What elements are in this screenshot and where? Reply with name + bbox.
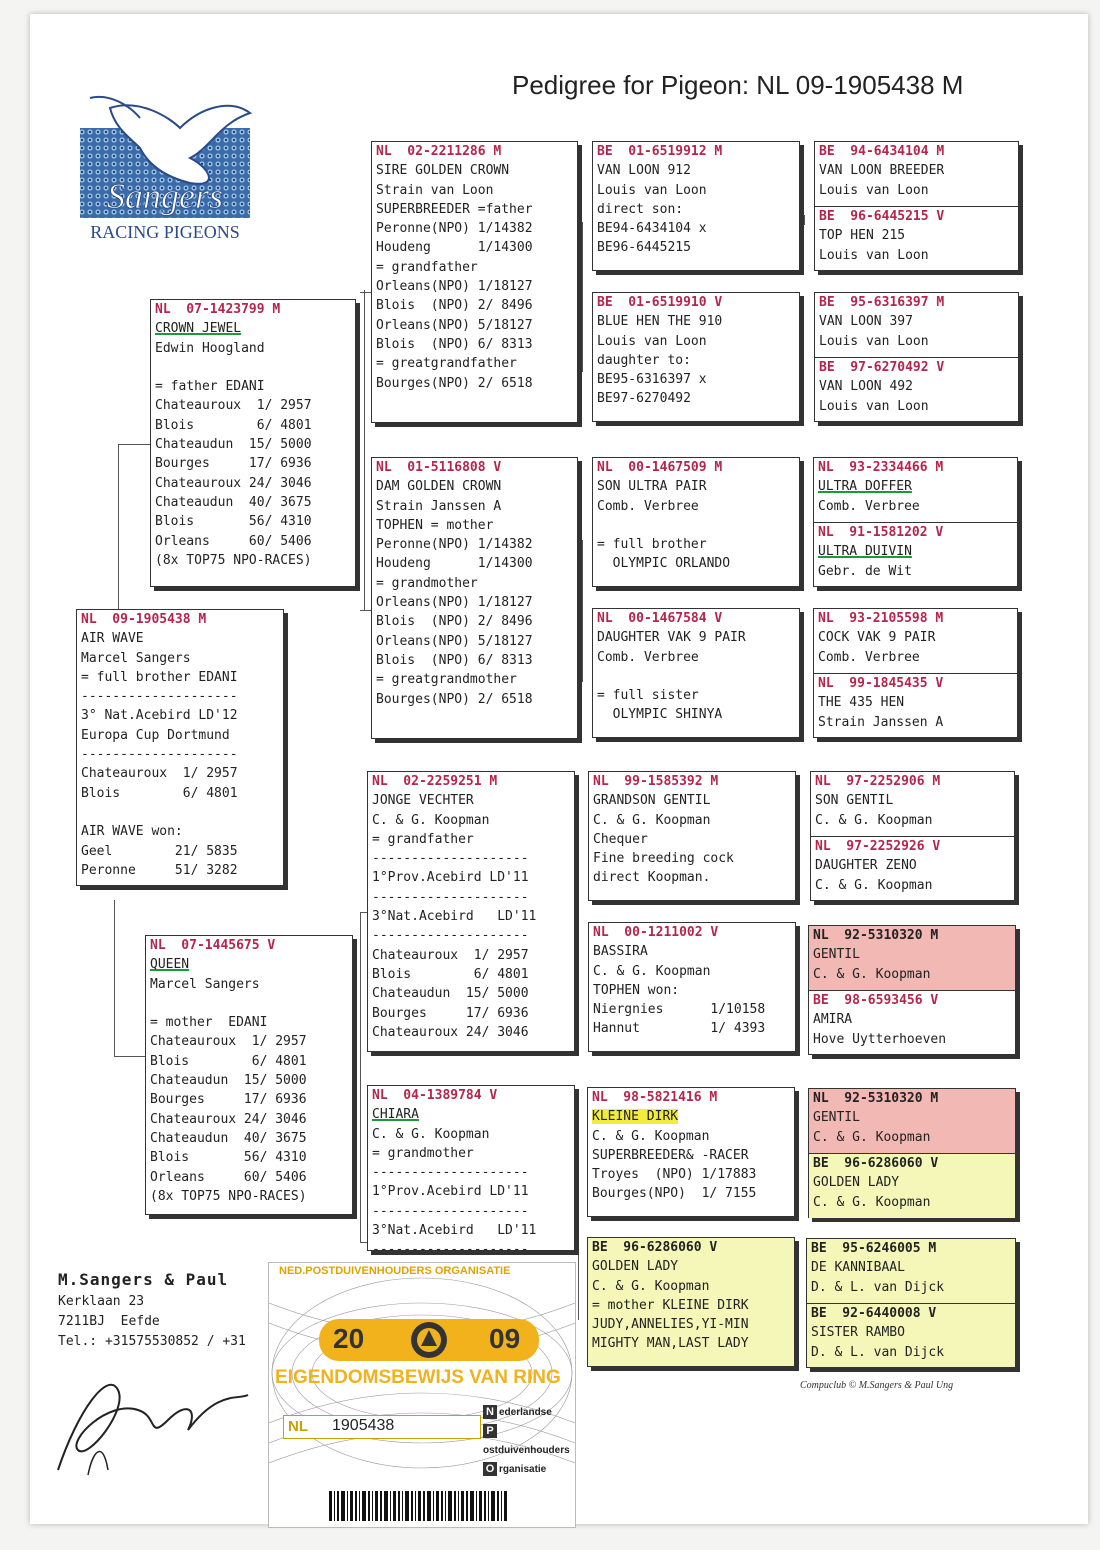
pigeon-name: SON GENTIL: [815, 793, 894, 809]
pigeon-info-line: --------------------: [81, 689, 238, 705]
connector: [578, 1170, 579, 1320]
pigeon-name: [814, 542, 1017, 561]
pigeon-info-line: Orleans 60/ 5406: [150, 1169, 307, 1185]
pigeon-info-line: = full sister: [597, 688, 699, 704]
pigeon-info-line: D. & L. van Dijck: [811, 1344, 945, 1360]
pigeon-box-ssd: [592, 292, 800, 422]
pigeon-info-line: --------------------: [372, 1165, 529, 1181]
pigeon-name: GRANDSON GENTIL: [593, 793, 711, 809]
pigeon-info-line: Marcel Sangers: [81, 650, 191, 666]
highlighted-name: KLEINE DIRK: [592, 1109, 679, 1125]
pigeon-box-gg7: [808, 1088, 1016, 1218]
pigeon-info-line: C. & G. Koopman: [813, 1194, 931, 1210]
pigeon-entry: [151, 300, 355, 570]
pigeon-info-line: Blois 6/ 4801: [150, 1053, 307, 1069]
pigeon-name: VAN LOON BREEDER: [819, 163, 945, 179]
pigeon-entry: [814, 609, 1017, 673]
pigeon-info-line: MIGHTY MAN,LAST LADY: [592, 1336, 749, 1352]
pigeon-entry: [589, 772, 795, 888]
sangers-logo: [58, 50, 272, 254]
ring-number: NL 97-2252906 M: [815, 774, 941, 789]
pigeon-info-line: = full brother: [597, 537, 707, 553]
pigeon-info-line: Chateaudun 40/ 3675: [155, 494, 312, 510]
pigeon-info-line: AIR WAVE won:: [81, 824, 183, 840]
ring-number: NL 00-1467584 V: [597, 611, 723, 626]
pigeon-name: SIRE GOLDEN CROWN: [376, 163, 510, 179]
pigeon-info-line: Comb. Verbree: [597, 649, 699, 665]
pigeon-info-line: JUDY,ANNELIES,YI-MIN: [592, 1317, 749, 1333]
ring-number: NL 02-2211286 M: [376, 144, 502, 159]
pigeon-info-line: Chateaudun 15/ 5000: [372, 986, 529, 1002]
ring-number: NL 99-1845435 V: [818, 676, 944, 691]
pigeon-entry: [811, 772, 1014, 836]
pigeon-info-line: Edwin Hoogland: [155, 340, 265, 356]
pigeon-name: TOP HEN 215: [819, 228, 906, 244]
ring-number: BE 97-6270492 V: [819, 360, 945, 375]
pigeon-box-dss: [588, 771, 796, 901]
pigeon-info-line: Bourges(NPO) 2/ 6518: [376, 691, 533, 707]
ring-card-year: [319, 1319, 539, 1361]
pigeon-info-line: Louis van Loon: [597, 333, 707, 349]
pigeon-box-ddd: [587, 1237, 795, 1367]
pigeon-name: [368, 1105, 574, 1124]
pigeon-entry: [368, 1086, 574, 1260]
pigeon-info-line: TOPHEN = mother: [376, 517, 494, 533]
pigeon-box-gg4: [813, 608, 1018, 738]
pigeon-info-line: Blois 56/ 4310: [155, 514, 312, 530]
pigeon-info-line: Comb. Verbree: [818, 649, 920, 665]
pigeon-info-line: OLYMPIC ORLANDO: [597, 556, 731, 572]
pigeon-name: JONGE VECHTER: [372, 793, 474, 809]
pigeon-info-line: --------------------: [372, 851, 529, 867]
pigeon-box-dam-sire: [367, 771, 575, 1052]
pigeon-entry: [814, 673, 1017, 738]
pigeon-box-gg3: [813, 457, 1018, 587]
pigeon-name: GENTIL: [813, 1110, 860, 1126]
pigeon-box-sire-dam: [371, 457, 578, 739]
pigeon-entry: [809, 990, 1015, 1055]
svg-text:Sangers: Sangers: [107, 176, 223, 216]
ring-number: NL 92-5310320 M: [813, 928, 939, 943]
pigeon-info-line: Peronne 51/ 3282: [81, 862, 238, 878]
breeder-city: 7211BJ Eefde: [58, 1314, 160, 1329]
pigeon-box-sds: [592, 457, 800, 587]
pigeon-name: GOLDEN LADY: [592, 1259, 679, 1275]
ring-year-left: 20: [333, 1323, 365, 1354]
pigeon-entry: [588, 1238, 794, 1354]
pigeon-entry: [815, 206, 1018, 271]
pigeon-info-line: (8x TOP75 NPO-RACES): [155, 552, 312, 568]
pigeon-info-line: Blois 6/ 4801: [81, 785, 238, 801]
pigeon-info-line: Europa Cup Dortmund: [81, 727, 230, 743]
breeder-phone: Tel.: +31575530852 / +31: [58, 1334, 246, 1349]
pigeon-name: DAM GOLDEN CROWN: [376, 479, 502, 495]
pigeon-info-line: Blois 6/ 4801: [155, 417, 312, 433]
pigeon-info-line: Louis van Loon: [819, 398, 929, 414]
highlighted-name: CROWN JEWEL: [155, 321, 242, 337]
pigeon-info-line: 3°Nat.Acebird LD'11: [372, 909, 537, 925]
pigeon-info-line: Chateauroux 24/ 3046: [372, 1024, 529, 1040]
pigeon-info-line: Blois (NPO) 6/ 8313: [376, 336, 533, 352]
pigeon-info-line: Peronne(NPO) 1/14382: [376, 537, 533, 553]
pigeon-name: [814, 477, 1017, 496]
org-word-1: ederlandse: [499, 1407, 552, 1418]
pigeon-info-line: SUPERBREEDER& -RACER: [592, 1147, 749, 1163]
highlighted-name: ULTRA DUIVIN: [818, 544, 912, 560]
pigeon-info-line: BE94-6434104 x: [597, 221, 707, 237]
pigeon-name: AIR WAVE: [81, 631, 144, 647]
pigeon-info-line: C. & G. Koopman: [372, 812, 490, 828]
ring-number: BE 95-6246005 M: [811, 1241, 937, 1256]
pigeon-info-line: --------------------: [372, 889, 529, 905]
pigeon-entry: [814, 458, 1017, 522]
pigeon-entry: [593, 293, 799, 409]
pigeon-entry: [807, 1239, 1015, 1303]
connector: [578, 858, 579, 1006]
ring-number: BE 01-6519910 V: [597, 295, 723, 310]
ring-number: NL 00-1211002 V: [593, 925, 719, 940]
pigeon-info-line: Houdeng 1/14300: [376, 556, 533, 572]
pigeon-name: [151, 319, 355, 338]
pigeon-info-line: Marcel Sangers: [150, 976, 260, 992]
pigeon-info-line: Comb. Verbree: [597, 498, 699, 514]
pigeon-entry: [815, 357, 1018, 422]
ring-number: NL 09-1905438 M: [81, 612, 207, 627]
pigeon-info-line: = grandfather: [376, 259, 478, 275]
pigeon-info-line: Orleans 60/ 5406: [155, 533, 312, 549]
connector: [804, 215, 805, 225]
footer-copyright: Compuclub © M.Sangers & Paul Ung: [800, 1380, 954, 1391]
pigeon-info-line: C. & G. Koopman: [592, 1128, 710, 1144]
ring-number: NL 07-1445675 V: [150, 938, 276, 953]
ring-number: NL 91-1581202 V: [818, 525, 944, 540]
pigeon-info-line: Blois (NPO) 6/ 8313: [376, 652, 533, 668]
pigeon-box-gg8: [806, 1238, 1016, 1368]
pigeon-info-line: Bourges(NPO) 2/ 6518: [376, 375, 533, 391]
pigeon-info-line: Strain Janssen A: [376, 498, 502, 514]
pigeon-info-line: Niergnies 1/10158: [593, 1002, 766, 1018]
pigeon-entry: [815, 142, 1018, 206]
pigeon-info-line: Blois (NPO) 2/ 8496: [376, 614, 533, 630]
pigeon-info-line: Strain Janssen A: [818, 714, 944, 730]
highlighted-name: QUEEN: [150, 957, 190, 973]
pigeon-box-dam: [145, 935, 353, 1215]
ring-card-org-letters: [483, 1403, 575, 1479]
pigeon-entry: [589, 923, 795, 1039]
ring-number: BE 96-6286060 V: [813, 1156, 939, 1171]
lion-crest-icon: [399, 1320, 459, 1360]
pigeon-info-line: Louis van Loon: [597, 182, 707, 198]
ring-number: BE 01-6519912 M: [597, 144, 723, 159]
pigeon-entry: [815, 293, 1018, 357]
pigeon-info-line: = grandmother: [376, 575, 478, 591]
pigeon-info-line: --------------------: [372, 928, 529, 944]
pigeon-info-line: OLYMPIC SHINYA: [597, 707, 723, 723]
card-pattern-icon: [269, 1263, 575, 1527]
connector: [118, 444, 119, 610]
pigeon-info-line: Geel 21/ 5835: [81, 843, 238, 859]
barcode-icon: [329, 1491, 509, 1521]
pigeon-info-line: [77, 803, 283, 822]
pigeon-info-line: Chateauroux 1/ 2957: [81, 766, 238, 782]
pigeon-info-line: 3°Nat.Acebird LD'11: [372, 1223, 537, 1239]
pigeon-info-line: Gebr. de Wit: [818, 563, 912, 579]
pigeon-info-line: [146, 994, 352, 1013]
pigeon-info-line: 1°Prov.Acebird LD'11: [372, 1184, 529, 1200]
highlighted-name: CHIARA: [372, 1107, 419, 1123]
pigeon-entry: [809, 1089, 1015, 1153]
pigeon-name: VAN LOON 397: [819, 314, 913, 330]
pigeon-box-gg6: [808, 925, 1016, 1055]
connector: [582, 540, 583, 682]
pigeon-info-line: Hove Uytterhoeven: [813, 1031, 947, 1047]
pigeon-info-line: Blois 56/ 4310: [150, 1150, 307, 1166]
pigeon-entry: [372, 458, 577, 709]
pigeon-info-line: = mother KLEINE DIRK: [592, 1297, 749, 1313]
pigeon-name: VAN LOON 492: [819, 379, 913, 395]
ring-number: BE 96-6445215 V: [819, 209, 945, 224]
pigeon-info-line: D. & L. van Dijck: [811, 1279, 945, 1295]
pigeon-entry: [593, 142, 799, 258]
signature-icon: [48, 1350, 268, 1480]
pigeon-info-line: C. & G. Koopman: [813, 1129, 931, 1145]
pigeon-box-sdd: [592, 608, 800, 738]
pigeon-info-line: Chateauroux 1/ 2957: [150, 1034, 307, 1050]
pigeon-entry: [807, 1303, 1015, 1368]
ring-number: NL 92-5310320 M: [813, 1091, 939, 1106]
pigeon-info-line: C. & G. Koopman: [813, 966, 931, 982]
pigeon-info-line: = grandfather: [372, 831, 474, 847]
pigeon-entry: [368, 772, 574, 1042]
pigeon-info-line: direct son:: [597, 201, 684, 217]
pigeon-info-line: Chequer: [593, 831, 648, 847]
pigeon-box-dam-dam: [367, 1085, 575, 1258]
pigeon-box-gg2: [814, 292, 1019, 422]
logo-subtitle: RACING PIGEONS: [90, 222, 240, 242]
pigeon-info-line: C. & G. Koopman: [815, 877, 933, 893]
pigeon-info-line: direct Koopman.: [593, 870, 711, 886]
pigeon-entry: [814, 522, 1017, 587]
pigeon-info-line: Troyes (NPO) 1/17883: [592, 1167, 757, 1183]
pigeon-info-line: C. & G. Koopman: [815, 812, 933, 828]
pigeon-info-line: Orleans(NPO) 1/18127: [376, 595, 533, 611]
pigeon-entry: [809, 1153, 1015, 1218]
pigeon-name: SISTER RAMBO: [811, 1325, 905, 1341]
org-word-3: rganisatie: [499, 1464, 547, 1475]
pigeon-box-subject: [76, 609, 284, 886]
connector: [114, 1056, 148, 1057]
pigeon-name: SON ULTRA PAIR: [597, 479, 707, 495]
pigeon-name: THE 435 HEN: [818, 695, 905, 711]
pigeon-info-line: C. & G. Koopman: [592, 1278, 710, 1294]
pigeon-box-dsd: [588, 922, 796, 1052]
pigeon-entry: [593, 458, 799, 574]
breeder-contact: [58, 1268, 246, 1352]
pigeon-info-line: Blois 6/ 4801: [372, 966, 529, 982]
pigeon-info-line: Chateauroux 1/ 2957: [155, 398, 312, 414]
pigeon-name: GOLDEN LADY: [813, 1175, 900, 1191]
ring-year-right: 09: [489, 1323, 521, 1354]
highlighted-name: ULTRA DOFFER: [818, 479, 912, 495]
org-letter-n: N: [483, 1405, 497, 1419]
pigeon-info-line: --------------------: [372, 1242, 529, 1258]
ring-number: NL 93-2334466 M: [818, 460, 944, 475]
ring-number: NL 07-1423799 M: [155, 302, 281, 317]
ring-number: NL 04-1389784 V: [372, 1088, 498, 1103]
pigeon-info-line: Chateaudun 15/ 5000: [150, 1073, 307, 1089]
pigeon-info-line: = grandmother: [372, 1145, 474, 1161]
pigeon-info-line: Bourges 17/ 6936: [155, 456, 312, 472]
pigeon-box-sire: [150, 299, 356, 587]
pigeon-name: COCK VAK 9 PAIR: [818, 630, 936, 646]
pigeon-info-line: = greatgrandfather: [376, 356, 517, 372]
ring-country: NL: [288, 1418, 308, 1435]
ring-number: 1905438: [332, 1417, 395, 1434]
ring-number: BE 92-6440008 V: [811, 1306, 937, 1321]
ring-number: NL 00-1467509 M: [597, 460, 723, 475]
pigeon-entry: [809, 926, 1015, 990]
pigeon-info-line: Hannut 1/ 4393: [593, 1021, 766, 1037]
pigeon-info-line: daughter to:: [597, 352, 691, 368]
pigeon-info-line: [593, 667, 799, 686]
ring-number-field: [283, 1415, 481, 1439]
pigeon-info-line: Orleans(NPO) 1/18127: [376, 279, 533, 295]
connector: [114, 900, 115, 1056]
ring-number: NL 01-5116808 V: [376, 460, 502, 475]
pigeon-info-line: = greatgrandmother: [376, 672, 517, 688]
pigeon-info-line: Fine breeding cock: [593, 851, 734, 867]
ring-card-band: EIGENDOMSBEWIJS VAN RING: [275, 1367, 561, 1388]
pigeon-info-line: = mother EDANI: [150, 1015, 268, 1031]
pigeon-info-line: Strain van Loon: [376, 182, 494, 198]
pigeon-info-line: = full brother EDANI: [81, 669, 238, 685]
pigeon-info-line: Chateauroux 1/ 2957: [372, 947, 529, 963]
ring-number: NL 97-2252926 V: [815, 839, 941, 854]
pigeon-info-line: [151, 358, 355, 377]
pigeon-info-line: Louis van Loon: [819, 182, 929, 198]
pigeon-name: BASSIRA: [593, 944, 648, 960]
pigeon-info-line: Peronne(NPO) 1/14382: [376, 221, 533, 237]
pigeon-info-line: C. & G. Koopman: [593, 812, 711, 828]
pigeon-entry: [588, 1088, 794, 1204]
pigeon-info-line: TOPHEN won:: [593, 982, 680, 998]
pigeon-entry: [593, 609, 799, 725]
pigeon-entry: [77, 610, 283, 880]
pigeon-info-line: BE95-6316397 x: [597, 372, 707, 388]
pigeon-name: GENTIL: [813, 947, 860, 963]
pigeon-box-dds: [587, 1087, 795, 1217]
pigeon-box-sire-sire: [371, 141, 578, 423]
dove-logo-icon: [70, 88, 260, 228]
pigeon-info-line: Houdeng 1/14300: [376, 240, 533, 256]
pigeon-info-line: Chateauroux 24/ 3046: [155, 475, 312, 491]
pigeon-info-line: Louis van Loon: [819, 247, 929, 263]
ring-number: NL 98-5821416 M: [592, 1090, 718, 1105]
pigeon-info-line: Chateaudun 40/ 3675: [150, 1130, 307, 1146]
ring-card-org: NED.POSTDUIVENHOUDERS ORGANISATIE: [279, 1265, 511, 1277]
pigeon-info-line: Orleans(NPO) 5/18127: [376, 633, 533, 649]
pigeon-info-line: Chateauroux 24/ 3046: [150, 1111, 307, 1127]
pigeon-info-line: 1°Prov.Acebird LD'11: [372, 870, 529, 886]
org-letter-p: P: [483, 1424, 497, 1438]
pigeon-info-line: 3° Nat.Acebird LD'12: [81, 708, 238, 724]
breeder-address: Kerklaan 23: [58, 1294, 145, 1309]
ring-number: BE 95-6316397 M: [819, 295, 945, 310]
connector: [118, 444, 152, 445]
ring-number: NL 93-2105598 M: [818, 611, 944, 626]
ring-number: BE 98-6593456 V: [813, 993, 939, 1008]
pigeon-info-line: Comb. Verbree: [818, 498, 920, 514]
pigeon-box-sss: [592, 141, 800, 271]
pigeon-entry: [811, 836, 1014, 901]
connector: [582, 222, 583, 372]
pigeon-info-line: = father EDANI: [155, 379, 265, 395]
connector: [360, 912, 361, 1242]
ring-number: BE 96-6286060 V: [592, 1240, 718, 1255]
pigeon-info-line: (8x TOP75 NPO-RACES): [150, 1188, 307, 1204]
pigeon-info-line: --------------------: [372, 1203, 529, 1219]
ownership-ring-card: [268, 1262, 576, 1528]
pigeon-info-line: Chateaudun 15/ 5000: [155, 437, 312, 453]
pigeon-entry: [372, 142, 577, 393]
pigeon-name: DAUGHTER VAK 9 PAIR: [597, 630, 746, 646]
pigeon-info-line: --------------------: [81, 747, 238, 763]
pigeon-info-line: Blois (NPO) 2/ 8496: [376, 298, 533, 314]
connector: [364, 290, 365, 610]
pigeon-info-line: C. & G. Koopman: [372, 1126, 490, 1142]
ring-number: NL 99-1585392 M: [593, 774, 719, 789]
pigeon-info-line: BE97-6270492: [597, 391, 691, 407]
pigeon-info-line: Bourges 17/ 6936: [150, 1092, 307, 1108]
page-title: Pedigree for Pigeon: NL 09-1905438 M: [512, 70, 964, 100]
pigeon-name: AMIRA: [813, 1012, 853, 1028]
org-word-2: ostduivenhouders: [483, 1445, 570, 1456]
pigeon-box-gg5: [810, 771, 1015, 901]
pigeon-name: [146, 955, 352, 974]
pigeon-box-gg1: [814, 141, 1019, 271]
pigeon-info-line: Bourges(NPO) 1/ 7155: [592, 1186, 757, 1202]
pigeon-name: [588, 1107, 794, 1126]
pigeon-name: DE KANNIBAAL: [811, 1260, 905, 1276]
ring-number: NL 02-2259251 M: [372, 774, 498, 789]
pigeon-info-line: C. & G. Koopman: [593, 963, 711, 979]
pigeon-entry: [146, 936, 352, 1206]
pigeon-info-line: Orleans(NPO) 5/18127: [376, 317, 533, 333]
pigeon-name: DAUGHTER ZENO: [815, 858, 917, 874]
pigeon-name: BLUE HEN THE 910: [597, 314, 723, 330]
pigeon-info-line: Bourges 17/ 6936: [372, 1005, 529, 1021]
breeder-name: M.Sangers & Paul: [58, 1270, 229, 1289]
org-letter-o: O: [483, 1462, 497, 1476]
pigeon-info-line: Louis van Loon: [819, 333, 929, 349]
pigeon-info-line: BE96-6445215: [597, 240, 691, 256]
pigeon-name: VAN LOON 912: [597, 163, 691, 179]
pigeon-info-line: [593, 516, 799, 535]
ring-number: BE 94-6434104 M: [819, 144, 945, 159]
pigeon-info-line: SUPERBREEDER =father: [376, 201, 533, 217]
